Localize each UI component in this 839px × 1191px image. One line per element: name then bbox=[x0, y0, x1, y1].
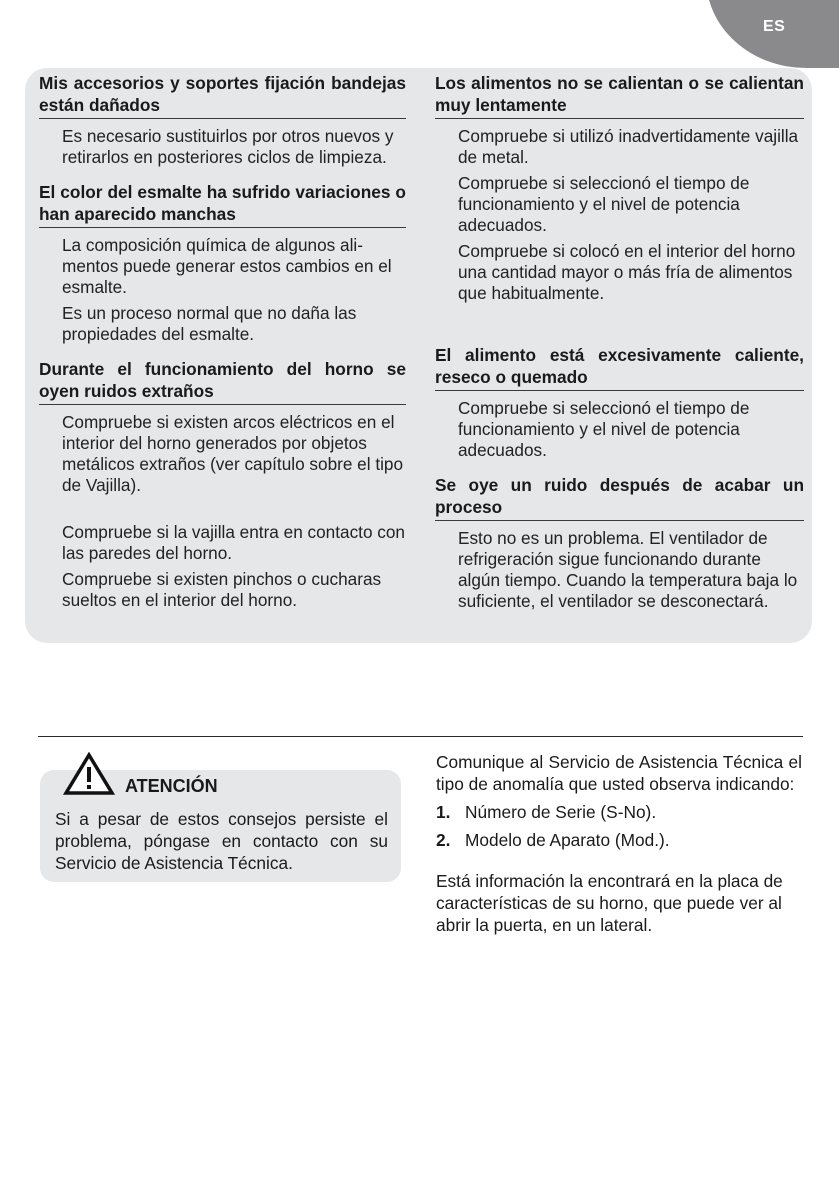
language-label: ES bbox=[763, 18, 786, 35]
service-list bbox=[436, 801, 802, 851]
list-text: Número de Serie (S-No). bbox=[465, 802, 657, 822]
troubleshooting-right-column bbox=[435, 72, 804, 617]
section-title: Mis accesorios y soportes fijación bandejas están dañados bbox=[39, 72, 406, 119]
section-title: Se oye un ruido después de acabar un proceso bbox=[435, 474, 804, 521]
section-title: El alimento está excesivamente caliente, reseco o quemado bbox=[435, 344, 804, 391]
section-paragraph: Esto no es un problema. El ventilador de refrigeración sigue funcionando durante algún tiempo. Cuando la temperatura baja lo suficiente, el ventilador se desconectará. bbox=[458, 528, 798, 611]
section-title: Los alimentos no se calientan o se calientan muy lentamente bbox=[435, 72, 804, 119]
troubleshooting-left-column bbox=[39, 72, 406, 616]
section-divider bbox=[38, 736, 803, 737]
section-paragraph: Compruebe si seleccionó el tiempo de funcionamiento y el nivel de potencia adecuados. bbox=[458, 398, 750, 460]
list-text: Modelo de Aparato (Mod.). bbox=[465, 830, 670, 850]
warning-text: Si a pesar de estos consejos persiste el problema, póngase en contacto con su Servicio de Asistencia Técnica. bbox=[55, 809, 388, 873]
list-item bbox=[436, 801, 802, 823]
service-location-info: Está información la encontrará en la placa de características de su horno, que puede ver al abrir la puerta, en un lateral. bbox=[436, 871, 783, 935]
warning-triangle-icon bbox=[63, 752, 115, 796]
section-paragraph: Compruebe si utilizó inadvertidamente vajilla de metal. bbox=[458, 126, 799, 167]
section-paragraph: Compruebe si existen pinchos o cucharas sueltos en el interior del horno. bbox=[62, 569, 382, 610]
service-intro: Comunique al Servicio de Asistencia Técnica el tipo de anomalía que usted observa indicando: bbox=[436, 752, 802, 794]
section-paragraph: Compruebe si la vajilla entra en contacto con las paredes del horno. bbox=[62, 522, 405, 563]
list-number: 2. bbox=[436, 830, 451, 850]
section-title: Durante el funcionamiento del horno se oyen ruidos extraños bbox=[39, 358, 406, 405]
section-paragraph: Es necesario sustituirlos por otros nuevos y retirarlos en posteriores ciclos de limpieza. bbox=[62, 126, 394, 167]
section-paragraph: Compruebe si seleccionó el tiempo de funcionamiento y el nivel de potencia adecuados. bbox=[458, 173, 750, 235]
warning-title: ATENCIÓN bbox=[125, 776, 218, 796]
list-item bbox=[436, 829, 802, 851]
section-paragraph: Es un proceso normal que no daña las propiedades del esmalte. bbox=[62, 303, 357, 344]
section-paragraph: La composición química de algunos ali-mentos puede generar estos cambios en el esmalte. bbox=[62, 235, 392, 297]
section-paragraph: Compruebe si colocó en el interior del horno una cantidad mayor o más fría de alimentos que habitualmente. bbox=[458, 241, 796, 303]
list-number: 1. bbox=[436, 802, 451, 822]
section-paragraph: Compruebe si existen arcos eléctricos en el interior del horno generados por objetos metálicos extraños (ver capítulo sobre el tipo de Vajilla). bbox=[62, 412, 404, 495]
service-info bbox=[436, 751, 802, 936]
section-title: El color del esmalte ha sufrido variaciones o han aparecido manchas bbox=[39, 181, 406, 228]
